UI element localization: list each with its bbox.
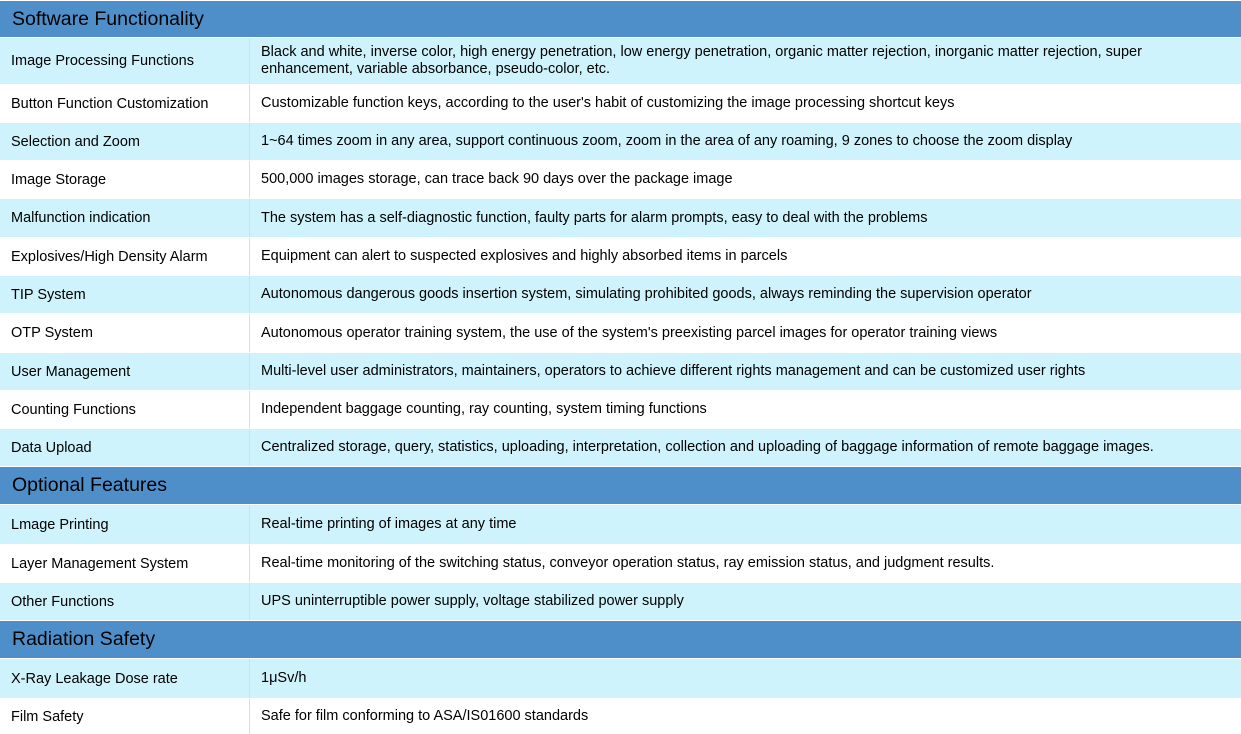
table-row: [0, 160, 1241, 198]
table-row: [0, 428, 1241, 466]
row-value: Multi-level user administrators, maintainers, operators to achieve different rights management and can be customized user rights: [261, 363, 1086, 379]
row-value: 500,000 images storage, can trace back 90 days over the package image: [261, 171, 733, 187]
row-value: The system has a self-diagnostic function, faulty parts for alarm prompts, easy to deal with the problems: [261, 209, 928, 226]
row-value: Safe for film conforming to ASA/IS01600 standards: [261, 708, 589, 724]
table-row: [0, 122, 1241, 160]
row-label: Malfunction indication: [0, 199, 250, 237]
section-header-optional: [0, 466, 1241, 504]
row-label: Data Upload: [0, 429, 250, 466]
row-label: Film Safety: [0, 699, 250, 734]
row-label: Image Storage: [0, 161, 250, 198]
table-row: [0, 237, 1241, 275]
row-label: Selection and Zoom: [0, 123, 250, 160]
row-label: User Management: [0, 353, 250, 390]
table-row: [0, 84, 1241, 122]
table-row: [0, 275, 1241, 313]
row-value: Customizable function keys, according to the user's habit of customizing the image processing shortcut keys: [261, 95, 955, 111]
table-row: [0, 698, 1241, 734]
row-label: Counting Functions: [0, 391, 250, 428]
row-value: 1μSv/h: [261, 670, 307, 686]
row-value: Equipment can alert to suspected explosives and highly absorbed items in parcels: [261, 248, 788, 264]
table-row: [0, 504, 1241, 544]
table-row: [0, 313, 1241, 352]
row-value: 1~64 times zoom in any area, support continuous zoom, zoom in the area of any roaming, 9 zones to choose the zoom display: [261, 133, 1073, 149]
row-label: Layer Management System: [0, 545, 250, 582]
section-header-radiation: [0, 620, 1241, 658]
row-label: Image Processing Functions: [0, 38, 250, 84]
row-value: Real-time printing of images at any time: [261, 516, 517, 532]
table-row: [0, 198, 1241, 237]
row-value: Black and white, inverse color, high energy penetration, low energy penetration, organic matter rejection, inorganic matter rejection, super enhancement, variable absorbance, pseudo-color, etc.: [261, 44, 1142, 77]
table-row: [0, 37, 1241, 84]
row-value: Autonomous dangerous goods insertion system, simulating prohibited goods, always reminding the supervision operator: [261, 286, 1032, 302]
row-label: Lmage Printing: [0, 505, 250, 544]
row-label: OTP System: [0, 314, 250, 352]
row-value: UPS uninterruptible power supply, voltage stabilized power supply: [261, 593, 684, 609]
table-row: [0, 658, 1241, 698]
row-label: X-Ray Leakage Dose rate: [0, 659, 250, 698]
row-value: Autonomous operator training system, the use of the system's preexisting parcel images for operator training views: [261, 324, 998, 341]
section-title: Software Functionality: [12, 7, 204, 30]
table-row: [0, 390, 1241, 428]
row-value: Centralized storage, query, statistics, uploading, interpretation, collection and uploading of baggage information of remote baggage images.: [261, 439, 1154, 455]
section-header-software: [0, 0, 1241, 37]
section-title: Radiation Safety: [12, 628, 156, 650]
table-row: [0, 544, 1241, 582]
row-value: Independent baggage counting, ray counting, system timing functions: [261, 401, 707, 417]
table-row: [0, 582, 1241, 620]
section-title: Optional Features: [12, 474, 168, 496]
row-label: Button Function Customization: [0, 85, 250, 122]
row-label: Explosives/High Density Alarm: [0, 238, 250, 275]
row-label: Other Functions: [0, 583, 250, 620]
table-row: [0, 352, 1241, 390]
row-value: Real-time monitoring of the switching status, conveyor operation status, ray emission status, and judgment results.: [261, 555, 995, 571]
row-label: TIP System: [0, 276, 250, 313]
